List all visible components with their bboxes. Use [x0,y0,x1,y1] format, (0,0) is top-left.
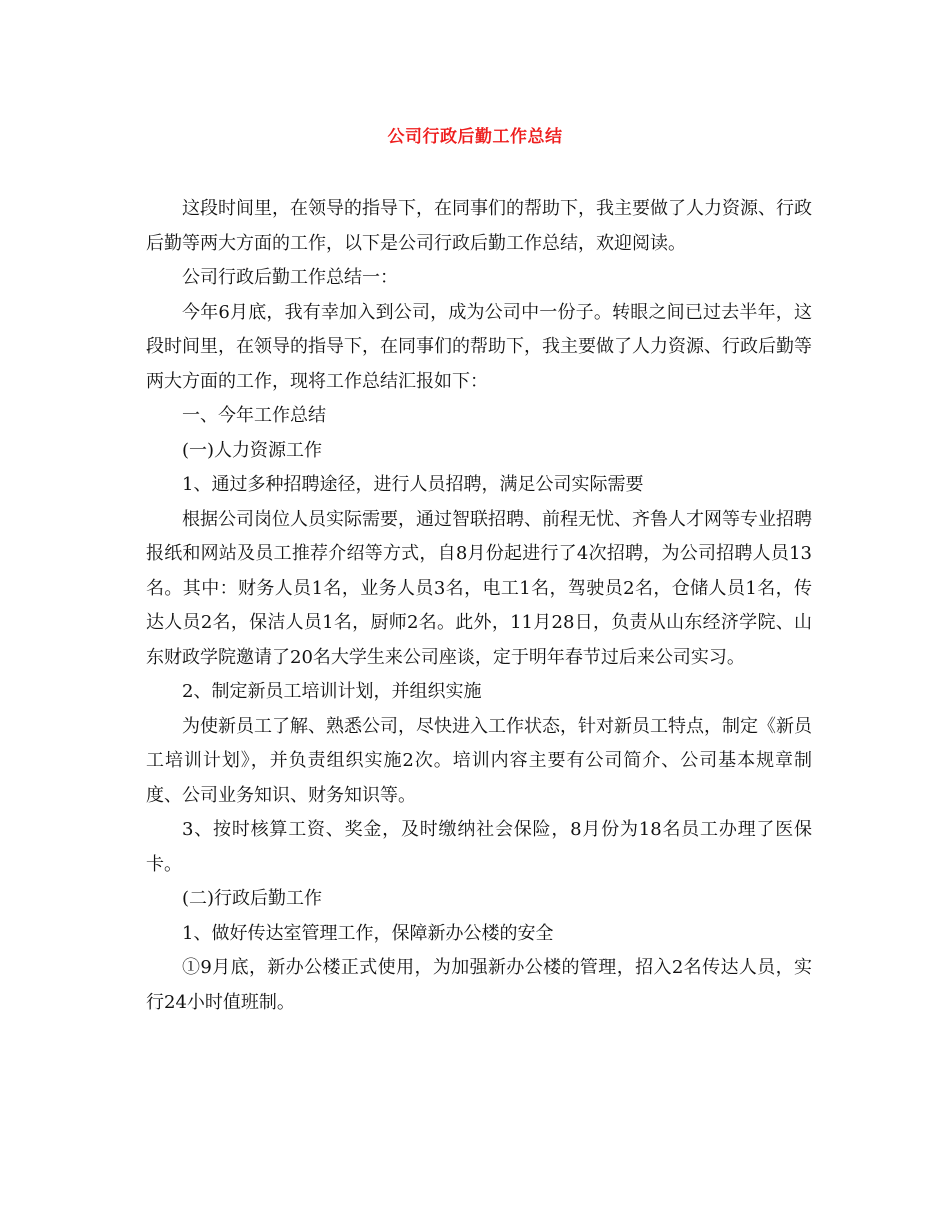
document-title: 公司行政后勤工作总结 [387,127,563,147]
document-body [146,192,812,1020]
body-paragraph: 为使新员工了解、熟悉公司，尽快进入工作状态，针对新员工特点，制定《新员工培训计划》，并负责组织实施2次。培训内容主要有公司简介、公司基本规章制度、公司业务知识、财务知识等。 [146,715,812,806]
subsection-heading: (二)行政后勤工作 [182,888,323,909]
body-paragraph: ①9月底，新办公楼正式使用，为加强新办公楼的管理，招入2名传达人员，实行24小时值班制。 [146,957,812,1013]
body-paragraph: 3、按时核算工资、奖金，及时缴纳社会保险，8月份为18名员工办理了医保卡。 [146,819,812,875]
item-heading: 1、做好传达室管理工作，保障新办公楼的安全 [182,922,554,944]
body-paragraph: 根据公司岗位人员实际需要，通过智联招聘、前程无忧、齐鲁人才网等专业招聘报纸和网站及员工推荐介绍等方式，自8月份起进行了4次招聘，为公司招聘人员13名。其中：财务人员1名，业务人员3名，电工1名，驾驶员2名，仓储人员1名，传达人员2名，保洁人员1名，厨师2名。此外，11月28日，负责从山东经济学院、山东财政学院邀请了20名大学生来公司座谈，定于明年春节过后来公司实习。 [146,508,812,668]
body-paragraph: 今年6月底，我有幸加入到公司，成为公司中一份子。转眼之间已过去半年，这段时间里，在领导的指导下，在同事们的帮助下，我主要做了人力资源、行政后勤等两大方面的工作，现将工作总结汇报如下： [146,301,812,392]
body-paragraph: 公司行政后勤工作总结一： [182,267,398,288]
subsection-heading: (一)人力资源工作 [182,439,323,461]
section-heading: 一、今年工作总结 [182,405,326,426]
item-heading: 1、通过多种招聘途径，进行人员招聘，满足公司实际需要 [182,474,644,495]
body-paragraph: 这段时间里，在领导的指导下，在同事们的帮助下，我主要做了人力资源、行政后勤等两大方面的工作，以下是公司行政后勤工作总结，欢迎阅读。 [146,198,812,254]
item-heading: 2、制定新员工培训计划，并组织实施 [182,681,482,702]
